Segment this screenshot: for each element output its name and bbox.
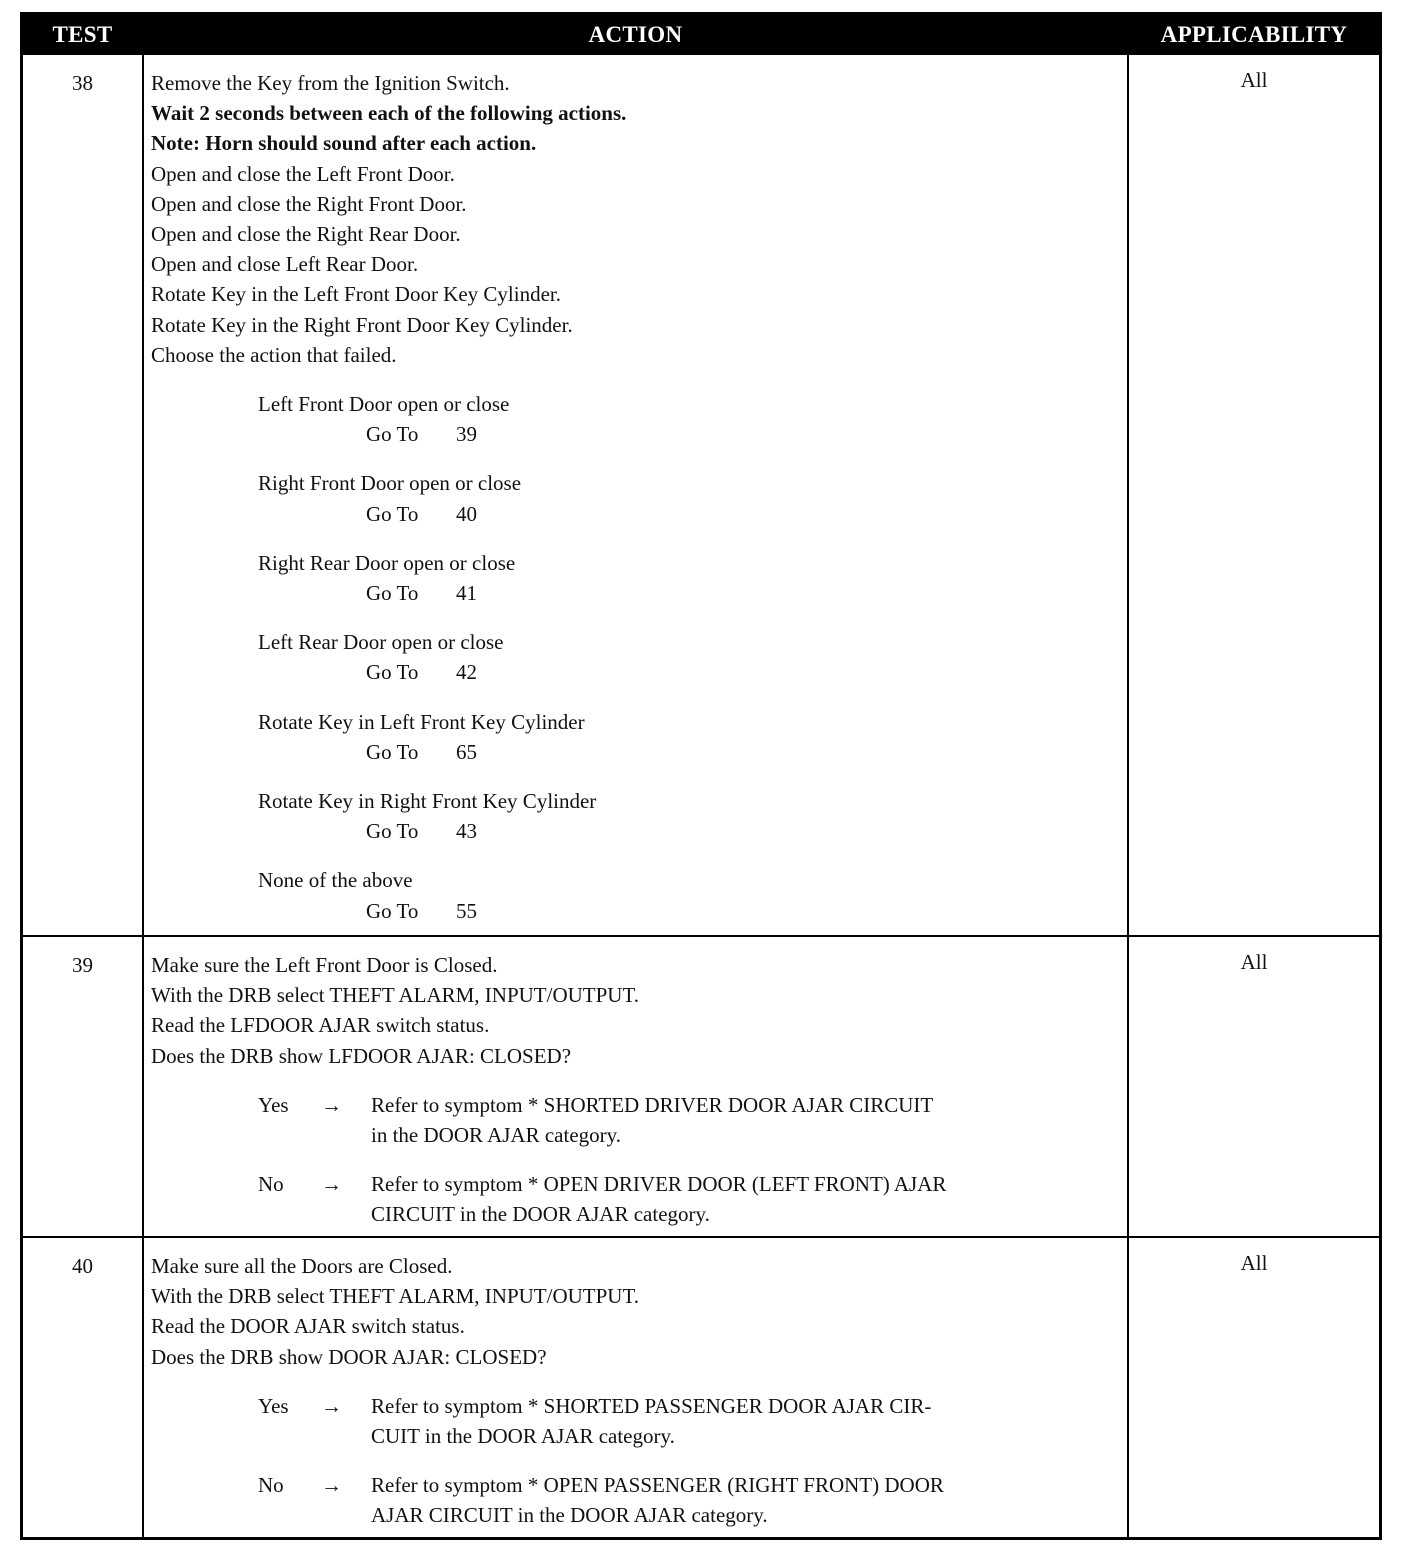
action-cell	[151, 950, 1121, 1230]
goto-label: Go To	[366, 898, 419, 923]
answer-text-line: CUIT in the DOOR AJAR category.	[371, 1424, 675, 1449]
goto-reference	[366, 419, 1121, 449]
action-line: Make sure the Left Front Door is Closed.	[151, 953, 498, 977]
answer-text	[371, 1391, 1123, 1451]
applicability-value: All	[1240, 1251, 1268, 1275]
action-line: Wait 2 seconds between each of the following actions.	[151, 101, 627, 126]
arrow-icon: →	[321, 1473, 342, 1498]
test-number: 40	[72, 1254, 93, 1278]
goto-label: Go To	[366, 819, 419, 844]
choice-item	[258, 548, 1121, 608]
arrow-icon: →	[321, 1092, 342, 1117]
goto-label: Go To	[366, 422, 419, 447]
action-cell	[151, 1251, 1121, 1531]
choice-item	[258, 707, 1121, 767]
answer-text-line: CIRCUIT in the DOOR AJAR category.	[371, 1202, 710, 1227]
arrow-icon: →	[321, 1393, 342, 1418]
header-applicability: APPLICABILITY	[1160, 22, 1348, 47]
answer-key: Yes	[258, 1393, 289, 1418]
goto-label: Go To	[366, 501, 419, 526]
goto-target: 43	[456, 819, 477, 844]
choice-label: Right Front Door open or close	[258, 471, 522, 496]
applicability-value: All	[1240, 950, 1268, 974]
goto-target: 39	[456, 422, 477, 447]
goto-target: 42	[456, 660, 477, 685]
choice-label: Right Rear Door open or close	[258, 550, 516, 575]
goto-label: Go To	[366, 739, 419, 764]
goto-target: 40	[456, 501, 477, 526]
answer-key: Yes	[258, 1092, 289, 1117]
answer-key: No	[258, 1172, 284, 1197]
header-action: ACTION	[588, 22, 683, 47]
answer-text-line: Refer to symptom * OPEN PASSENGER (RIGHT FRONT) DOOR	[371, 1473, 944, 1498]
choice-label: Rotate Key in Left Front Key Cylinder	[258, 709, 585, 734]
action-line: With the DRB select THEFT ALARM, INPUT/OUTPUT.	[151, 1284, 639, 1309]
arrow-icon: →	[321, 1172, 342, 1197]
answer-yes	[258, 1090, 1121, 1150]
action-line: Rotate Key in the Right Front Door Key Cylinder.	[151, 312, 573, 337]
answer-text-line: Refer to symptom * SHORTED DRIVER DOOR AJAR CIRCUIT	[371, 1092, 934, 1117]
answer-text-line: Refer to symptom * OPEN DRIVER DOOR (LEFT FRONT) AJAR	[371, 1172, 947, 1197]
action-line: Rotate Key in the Left Front Door Key Cylinder.	[151, 282, 562, 307]
answer-text-line: AJAR CIRCUIT in the DOOR AJAR category.	[371, 1503, 768, 1528]
action-line: Open and close the Right Rear Door.	[151, 222, 461, 247]
header-test: TEST	[52, 22, 113, 47]
action-line: Open and close the Right Front Door.	[151, 191, 467, 216]
answer-key: No	[258, 1473, 284, 1498]
answer-yes	[258, 1391, 1121, 1451]
diagnostic-test-table	[20, 12, 1382, 1540]
choice-label: Rotate Key in Right Front Key Cylinder	[258, 789, 597, 814]
goto-target: 55	[456, 898, 477, 923]
action-line: Remove the Key from the Ignition Switch.	[151, 71, 510, 95]
choice-label: Left Front Door open or close	[258, 392, 510, 417]
answer-text	[371, 1169, 1123, 1229]
goto-reference	[366, 578, 1121, 608]
table-row	[23, 1238, 1379, 1540]
goto-label: Go To	[366, 581, 419, 606]
answer-no	[258, 1470, 1121, 1530]
choice-label: None of the above	[258, 868, 413, 893]
answer-text	[371, 1090, 1123, 1150]
action-line: Choose the action that failed.	[151, 342, 397, 367]
action-cell	[151, 68, 1121, 926]
goto-reference	[366, 816, 1121, 846]
goto-reference	[366, 896, 1121, 926]
goto-label: Go To	[366, 660, 419, 685]
action-line: Open and close the Left Front Door.	[151, 161, 455, 186]
table-row	[23, 55, 1379, 935]
action-line: Does the DRB show LFDOOR AJAR: CLOSED?	[151, 1043, 572, 1068]
goto-target: 41	[456, 581, 477, 606]
choice-item	[258, 389, 1121, 449]
test-number: 39	[72, 953, 93, 977]
table-row	[23, 937, 1379, 1236]
choice-label: Left Rear Door open or close	[258, 630, 504, 655]
action-line: Make sure all the Doors are Closed.	[151, 1254, 453, 1278]
action-line: Does the DRB show DOOR AJAR: CLOSED?	[151, 1344, 547, 1369]
answer-no	[258, 1169, 1121, 1229]
action-line: Open and close Left Rear Door.	[151, 252, 419, 277]
answer-text-line: Refer to symptom * SHORTED PASSENGER DOOR AJAR CIR-	[371, 1393, 932, 1418]
choice-item	[258, 468, 1121, 528]
goto-reference	[366, 499, 1121, 529]
test-number: 38	[72, 71, 93, 95]
action-line: Read the LFDOOR AJAR switch status.	[151, 1013, 490, 1038]
action-line: With the DRB select THEFT ALARM, INPUT/OUTPUT.	[151, 983, 639, 1008]
applicability-value: All	[1240, 68, 1268, 92]
choice-item	[258, 627, 1121, 687]
table-header	[23, 15, 1379, 55]
goto-reference	[366, 657, 1121, 687]
action-line: Note: Horn should sound after each action.	[151, 131, 537, 156]
answer-text-line: in the DOOR AJAR category.	[371, 1123, 622, 1148]
choice-item	[258, 786, 1121, 846]
action-line: Read the DOOR AJAR switch status.	[151, 1314, 465, 1339]
answer-text	[371, 1470, 1123, 1530]
goto-reference	[366, 737, 1121, 767]
choice-item	[258, 865, 1121, 925]
goto-target: 65	[456, 739, 477, 764]
